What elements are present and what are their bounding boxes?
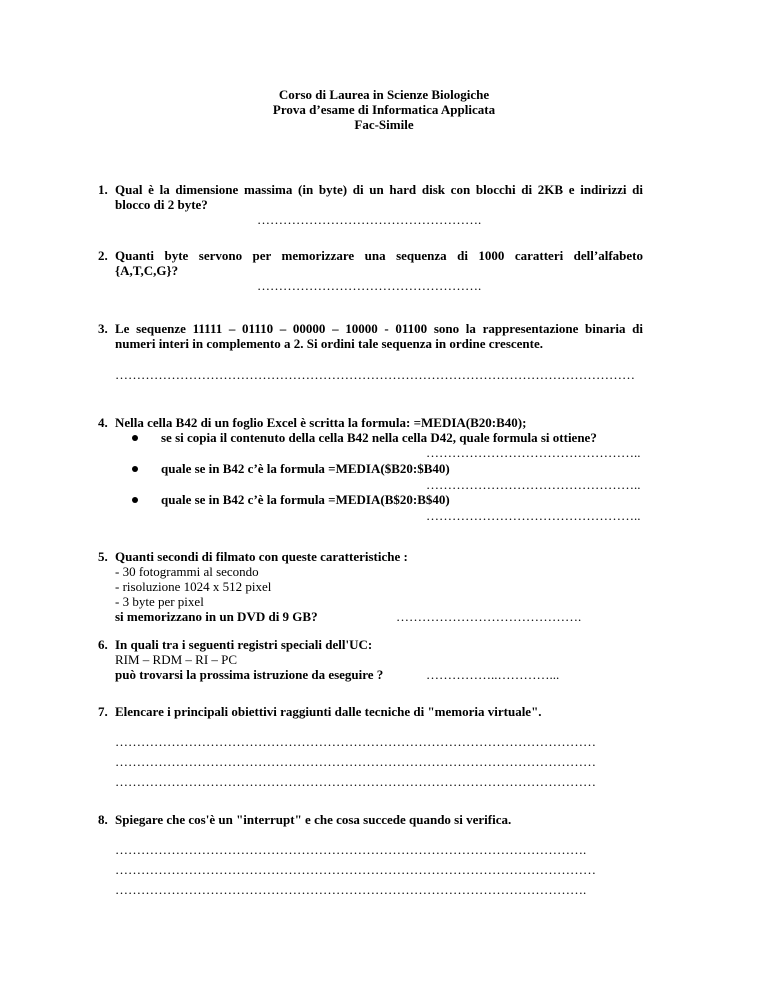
question-text: può trovarsi la prossima istruzione da eseguire ? — [115, 667, 384, 682]
document-header — [0, 87, 768, 132]
question-text: numeri interi in complemento a 2. Si ordini tale sequenza in ordine crescente. — [115, 336, 543, 351]
answer-line[interactable]: ………………………………………………………………………………………………… — [115, 754, 596, 769]
exam-subtitle: Fac-Simile — [354, 117, 414, 132]
answer-line[interactable]: ………………………………………….. — [426, 508, 641, 523]
answer-line[interactable]: ……………………………………………. — [257, 212, 482, 227]
question-7 — [98, 704, 643, 789]
question-number: 6. — [98, 637, 108, 652]
answer-line[interactable]: ………………………………………………………………………………………………… — [115, 734, 596, 749]
answer-line[interactable]: ………………………………………….. — [426, 477, 641, 492]
question-number: 8. — [98, 812, 108, 827]
sub-question: se si copia il contenuto della cella B42 nella cella D42, quale formula si ottiene? — [161, 430, 597, 445]
question-1 — [98, 182, 643, 227]
sub-question: quale se in B42 c’è la formula =MEDIA(B$20:B$40) — [161, 492, 450, 507]
answer-line[interactable]: ………………………………………………………………………………………………… — [115, 774, 596, 789]
answer-line[interactable]: ………………………………………………………………………………………………. — [115, 882, 587, 897]
answer-line[interactable]: ……………………………………. — [396, 609, 582, 624]
feature-item: - 3 byte per pixel — [115, 594, 204, 609]
question-number: 7. — [98, 704, 108, 719]
question-2 — [98, 248, 643, 293]
question-4 — [98, 415, 643, 523]
question-text: Nella cella B42 di un foglio Excel è scritta la formula: =MEDIA(B20:B40); — [115, 415, 527, 430]
question-text: si memorizzano in un DVD di 9 GB? — [115, 609, 318, 624]
question-number: 5. — [98, 549, 108, 564]
question-number: 1. — [98, 182, 108, 197]
question-text: Le sequenze 11111 – 01110 – 00000 – 10000 - 01100 sono la rappresentazione binaria di — [115, 321, 643, 336]
question-text: Elencare i principali obiettivi raggiunti dalle tecniche di "memoria virtuale". — [115, 704, 542, 719]
answer-line[interactable]: ………………………………………………………………………………………………. — [115, 842, 587, 857]
bullet-icon — [132, 435, 138, 441]
question-number: 4. — [98, 415, 108, 430]
question-number: 3. — [98, 321, 108, 336]
question-text: Qual è la dimensione massima (in byte) di un hard disk con blocchi di 2KB e indirizzi di — [115, 182, 643, 197]
question-text: {A,T,C,G}? — [115, 263, 179, 278]
course-title: Corso di Laurea in Scienze Biologiche — [278, 87, 490, 102]
sub-question: quale se in B42 c’è la formula =MEDIA($B20:$B40) — [161, 461, 450, 476]
question-number: 2. — [98, 248, 108, 263]
question-3 — [98, 321, 643, 382]
answer-line[interactable]: ………………………………………………………………………………………………………… — [115, 367, 635, 382]
question-text: Quanti byte servono per memorizzare una sequenza di 1000 caratteri dell’alfabeto — [115, 248, 643, 263]
question-text: Quanti secondi di filmato con queste caratteristiche : — [115, 549, 408, 564]
bullet-icon — [132, 497, 138, 503]
answer-line[interactable]: ………………………………………………………………………………………………… — [115, 862, 596, 877]
answer-line[interactable]: ……………………………………………. — [257, 278, 482, 293]
feature-item: - risoluzione 1024 x 512 pixel — [115, 579, 272, 594]
question-text: blocco di 2 byte? — [115, 197, 208, 212]
answer-line[interactable]: ………………………………………….. — [426, 445, 641, 460]
question-text: In quali tra i seguenti registri speciali dell'UC: — [115, 637, 373, 652]
question-text: Spiegare che cos'è un "interrupt" e che cosa succede quando si verifica. — [115, 812, 512, 827]
question-5 — [98, 549, 643, 624]
question-8 — [98, 812, 643, 897]
bullet-icon — [132, 466, 138, 472]
feature-item: - 30 fotogrammi al secondo — [115, 564, 259, 579]
question-6 — [98, 637, 643, 682]
exam-title: Prova d’esame di Informatica Applicata — [272, 102, 496, 117]
register-list: RIM – RDM – RI – PC — [115, 652, 238, 667]
answer-line[interactable]: ……………..…………... — [426, 667, 560, 682]
